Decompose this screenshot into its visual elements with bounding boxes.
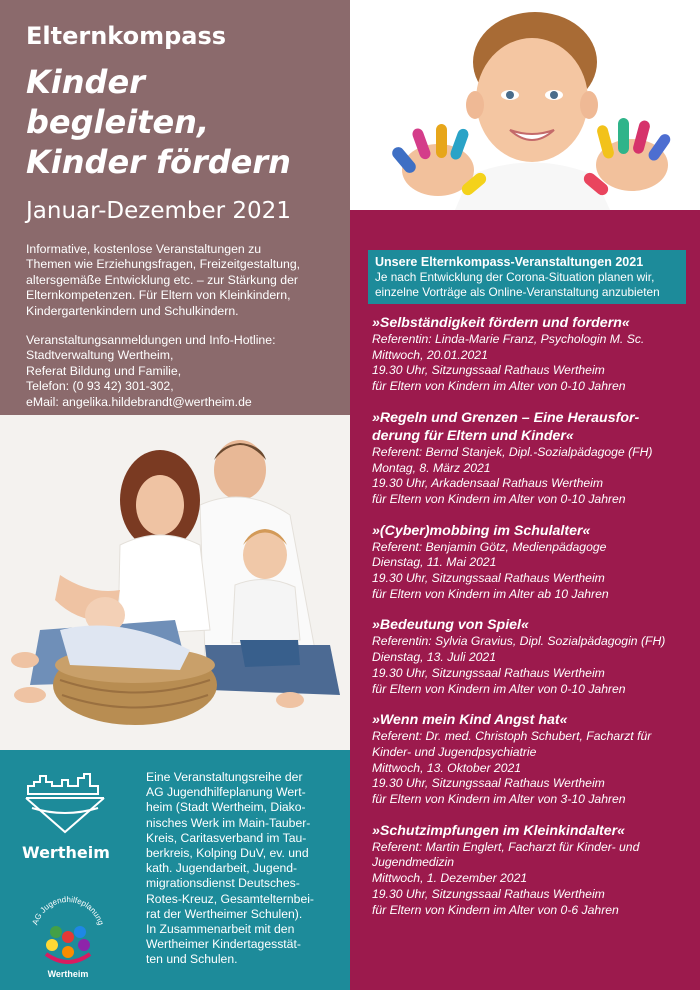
event-title: »Regeln und Grenzen – Eine Herausfor- bbox=[372, 409, 640, 426]
event-title: »Wenn mein Kind Angst hat« bbox=[372, 712, 568, 729]
event-line: 19.30 Uhr, Sitzungssaal Rathaus Wertheim bbox=[372, 363, 605, 378]
footer-line: ten und Schulen. bbox=[146, 952, 238, 967]
contact-line: Referat Bildung und Familie, bbox=[26, 363, 182, 378]
contact-email: eMail: angelika.hildebrandt@wertheim.de bbox=[26, 394, 252, 409]
events-list bbox=[372, 314, 688, 918]
event-line: Referentin: Sylvia Gravius, Dipl. Sozialpädagogin (FH) bbox=[372, 634, 666, 649]
events-header-subtitle-2: einzelne Vorträge als Online-Veranstaltung anzubieten bbox=[375, 285, 660, 299]
footer-panel bbox=[0, 750, 350, 990]
ag-logo-text-top: AG Jugendhilfeplanung bbox=[30, 894, 106, 927]
event-line: Mittwoch, 13. Oktober 2021 bbox=[372, 760, 522, 775]
event-item bbox=[372, 409, 688, 508]
child-photo bbox=[350, 0, 700, 210]
contact-phone: Telefon: (0 93 42) 301-302, bbox=[26, 379, 174, 394]
ag-logo-text-bottom: Wertheim bbox=[47, 969, 89, 979]
event-line: für Eltern von Kindern im Alter ab 10 Jahren bbox=[372, 586, 609, 601]
description-line: altersgemäße Entwicklung etc. – zur Stärkung der bbox=[26, 272, 299, 287]
brand-title: Elternkompass bbox=[26, 22, 227, 50]
event-line: Dienstag, 11. Mai 2021 bbox=[372, 555, 497, 570]
event-line: für Eltern von Kindern im Alter von 0-10 Jahren bbox=[372, 681, 626, 696]
description-line: Themen wie Erziehungsfragen, Freizeitgestaltung, bbox=[26, 257, 301, 272]
headline-line-2: Kinder fördern bbox=[26, 143, 291, 181]
event-title: »Selbständigkeit fördern und fordern« bbox=[372, 315, 630, 331]
footer-line: Rotes-Kreuz, Gesamtelternbei- bbox=[146, 891, 314, 906]
event-line: für Eltern von Kindern im Alter von 0-10 Jahren bbox=[372, 491, 626, 506]
event-line: Jugendmedizin bbox=[372, 855, 454, 870]
event-item bbox=[372, 711, 688, 808]
footer-line: rat der Wertheimer Schulen). bbox=[146, 906, 303, 921]
event-item bbox=[372, 314, 688, 395]
footer-line: Kreis, Caritasverband im Tau- bbox=[146, 830, 307, 845]
events-header-title: Unsere Elternkompass-Veranstaltungen 2021 bbox=[375, 255, 644, 269]
event-line: Dienstag, 13. Juli 2021 bbox=[372, 650, 496, 665]
event-line: 19.30 Uhr, Sitzungssaal Rathaus Wertheim bbox=[372, 665, 605, 680]
event-line: 19.30 Uhr, Sitzungssaal Rathaus Wertheim bbox=[372, 886, 605, 901]
event-item bbox=[372, 616, 688, 697]
event-line: 19.30 Uhr, Arkadensaal Rathaus Wertheim bbox=[372, 476, 604, 491]
footer-line: heim (Stadt Wertheim, Diako- bbox=[146, 800, 306, 815]
castle-icon bbox=[22, 772, 108, 834]
event-title: »(Cyber)mobbing im Schulalter« bbox=[372, 522, 591, 539]
footer-line: kath. Jugendarbeit, Jugend- bbox=[146, 861, 298, 876]
description-line: Elternkompetenzen. Für Eltern von Kleinkindern, bbox=[26, 288, 291, 303]
ag-jugendhilfeplanung-logo bbox=[28, 882, 108, 982]
event-line: für Eltern von Kindern im Alter von 0-10 Jahren bbox=[372, 379, 626, 394]
event-item bbox=[372, 522, 688, 603]
footer-line: AG Jugendhilfeplanung Wert- bbox=[146, 785, 306, 800]
event-line: Referentin: Linda-Marie Franz, Psychologin M. Sc. bbox=[372, 332, 645, 346]
contact-line: Stadtverwaltung Wertheim, bbox=[26, 348, 174, 363]
footer-line: migrationsdienst Deutsches- bbox=[146, 876, 300, 891]
description-line: Informative, kostenlose Veranstaltungen zu bbox=[26, 242, 262, 256]
svg-text:AG Jugendhilfeplanung bbox=[30, 895, 105, 926]
events-header bbox=[368, 250, 686, 304]
event-line: Referent: Martin Englert, Facharzt für Kinder- und bbox=[372, 839, 640, 854]
footer-line: nisches Werk im Main-Tauber- bbox=[146, 815, 311, 830]
contact-line: Veranstaltungsanmeldungen und Info-Hotline: bbox=[26, 333, 276, 348]
event-line: Mittwoch, 1. Dezember 2021 bbox=[372, 871, 528, 886]
event-title: derung für Eltern und Kinder« bbox=[372, 427, 574, 444]
footer-description bbox=[146, 770, 342, 968]
intro-description bbox=[26, 242, 324, 319]
event-line: 19.30 Uhr, Sitzungssaal Rathaus Wertheim bbox=[372, 571, 605, 586]
event-line: Referent: Benjamin Götz, Medienpädagoge bbox=[372, 539, 607, 554]
wertheim-logo-text: Wertheim bbox=[22, 843, 110, 862]
event-line: 19.30 Uhr, Sitzungssaal Rathaus Wertheim bbox=[372, 776, 605, 791]
footer-line: Eine Veranstaltungsreihe der bbox=[146, 770, 303, 784]
footer-line: berkreis, Kolping DuV, ev. und bbox=[146, 846, 309, 861]
event-item bbox=[372, 822, 688, 919]
period-text: Januar-Dezember 2021 bbox=[26, 198, 291, 224]
description-line: Kindergartenkindern und Schulkindern. bbox=[26, 303, 239, 318]
headline bbox=[26, 62, 324, 182]
events-column bbox=[350, 210, 700, 990]
wertheim-logo bbox=[22, 772, 108, 862]
family-photo bbox=[0, 415, 350, 750]
event-title: »Bedeutung von Spiel« bbox=[372, 617, 529, 634]
headline-line-1: Kinder begleiten, bbox=[26, 63, 210, 141]
event-line: Kinder- und Jugendpsychiatrie bbox=[372, 744, 537, 759]
event-line: für Eltern von Kindern im Alter von 0-6 Jahren bbox=[372, 902, 619, 917]
event-title: »Schutzimpfungen im Kleinkindalter« bbox=[372, 822, 626, 839]
footer-line: In Zusammenarbeit mit den bbox=[146, 922, 295, 937]
intro-panel bbox=[0, 0, 350, 415]
footer-line: Wertheimer Kindertagesstät- bbox=[146, 937, 301, 952]
event-line: Referent: Dr. med. Christoph Schubert, Facharzt für bbox=[372, 729, 652, 744]
event-line: Mittwoch, 20.01.2021 bbox=[372, 347, 488, 362]
contact-info bbox=[26, 333, 324, 410]
events-header-subtitle-1: Je nach Entwicklung der Corona-Situation planen wir, bbox=[375, 270, 655, 284]
event-line: Montag, 8. März 2021 bbox=[372, 460, 491, 475]
event-line: Referent: Bernd Stanjek, Dipl.-Sozialpädagoge (FH) bbox=[372, 444, 653, 459]
event-line: für Eltern von Kindern im Alter von 3-10 Jahren bbox=[372, 792, 626, 807]
